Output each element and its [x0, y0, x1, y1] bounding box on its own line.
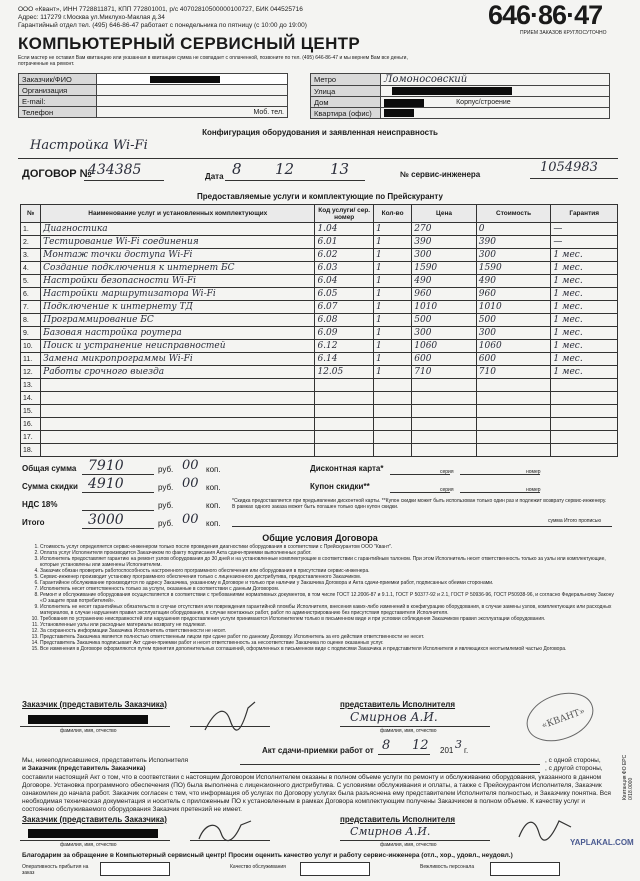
customer-fio-caption: фамилия, имя, отчество [60, 728, 117, 734]
cell-price [412, 379, 477, 392]
cell-code: 6.08 [315, 314, 373, 327]
cell-n: 2. [21, 236, 41, 249]
cell-code: 1.04 [315, 223, 373, 236]
col-code: Код услуги/ сер. номер [315, 205, 373, 223]
metro-field[interactable] [381, 74, 610, 86]
cell-name: Создание подключения к интернет БС [41, 262, 315, 275]
feedback-item-3: Вежливость персонала [420, 864, 475, 870]
col-name: Наименование услуг и установленных комплектующих [41, 205, 315, 223]
cell-warranty [551, 444, 618, 457]
cell-qty: 1 [373, 327, 411, 340]
cell-price: 390 [412, 236, 477, 249]
customer-name-field[interactable] [97, 74, 288, 85]
cell-n: 15. [21, 405, 41, 418]
cell-warranty: 1 мес. [551, 366, 618, 379]
cell-code [315, 392, 373, 405]
term-item: 14. Представитель Заказчика подписывает Акт сдачи-приемки работ и несет ответственность за несоответствие Заказчика по оценке оказанных услуг. [40, 640, 615, 646]
config-value: Настройка Wi-Fi [30, 138, 148, 153]
cell-cost [476, 379, 551, 392]
cell-name: Работы срочного выезда [41, 366, 315, 379]
cell-price: 1010 [412, 301, 477, 314]
cell-code [315, 418, 373, 431]
cell-qty [373, 392, 411, 405]
company-details [18, 6, 458, 30]
cell-cost [476, 431, 551, 444]
hotline-number: 646·86·47 [488, 0, 603, 30]
card-series-caption: серия [440, 469, 454, 475]
cell-cost: 300 [476, 249, 551, 262]
cell-warranty [551, 392, 618, 405]
act-body: составили настоящий Акт о том, что в соответствии с настоящим Договором Исполнителем оказаны в полном объеме услуги по ремонту и обслуживанию оборудования, указанного в данном Договоре. Установка программного обеспечения (ПО) была выполнена с лицензионного дистрибутива. С условиями обслуживания и оплаты, а также с Прейскурантом Исполнителя, Заказчик ознакомлен до начала работ. Заказчик согласен с тем, что информация об услугах по Договору услугах была разъяснена ему представителем Исполнителя полностью, и Заказчику понятна. Вся необходимая техническая документация и носитель с приложенным ПО к установленным в рамках Договора комплектующим получены Заказчиком в полном объеме. К качеству услуг и состоянию обслуживаемого оборудования Заказчик претензий не имеет. [22, 774, 611, 813]
house-label: Дом [311, 97, 381, 108]
cell-cost: 1010 [476, 301, 551, 314]
metro-label: Метро [311, 74, 381, 86]
col-number: № [21, 205, 41, 223]
discount-rub: руб. [158, 483, 174, 492]
page-title: КОМПЬЮТЕРНЫЙ СЕРВИСНЫЙ ЦЕНТР [18, 34, 360, 53]
final-rub: руб. [158, 519, 174, 528]
term-item: 3. Исполнитель предоставляет гарантию на ремонт узлов оборудования до 30 дней и на установленные комплектующие в соответствии с гарантийным талоном. При этом Исполнитель несет ответственность только за узлы или комплектующие, которые установлены или заменены Исполнителем. [40, 556, 615, 568]
house-field[interactable] [381, 97, 610, 108]
cell-warranty: 1 мес. [551, 249, 618, 262]
cell-price: 600 [412, 353, 477, 366]
table-row [21, 418, 618, 431]
executor-name-2: Смирнов А.И. [350, 825, 431, 838]
signature-block-2 [20, 815, 620, 851]
cell-name: Поиск и устранение неисправностей [41, 340, 315, 353]
cell-n: 7. [21, 301, 41, 314]
cell-price: 300 [412, 327, 477, 340]
organization-label: Организация [19, 85, 97, 96]
coupon-label: Купон скидки** [310, 482, 370, 491]
cell-code: 6.01 [315, 236, 373, 249]
cell-price: 300 [412, 249, 477, 262]
discount-value: 4910 [88, 476, 124, 492]
vat-kop-label: коп. [206, 501, 221, 510]
company-line-1: ООО «Квант», ИНН 7728811871, КПП 772801001, р/с 40702810500000100727, БИК 044525716 [18, 6, 303, 13]
cell-price [412, 431, 477, 444]
cell-price: 710 [412, 366, 477, 379]
cell-name: Настройки маршрутизатора Wi-Fi [41, 288, 315, 301]
street-label: Улица [311, 86, 381, 97]
executor-sign-label-2: представитель Исполнителя [340, 815, 456, 824]
cell-n: 8. [21, 314, 41, 327]
table-row [21, 340, 618, 353]
term-item: 8. Ремонт и обслуживание оборудования осуществляется в соответствии с требованиями нормативных документов, в том числе ГОСТ 12.2006-87 и 9.1.1, ГОСТ Р 50377-92 и 2.1, ГОСТ Р 50936-96, ГОСТ Р50938-96, и согласно Федеральному Закону «О защите прав потребителей». [40, 592, 615, 604]
cell-qty: 1 [373, 262, 411, 275]
table-row [21, 223, 618, 236]
stamp-text: «КВАНТ» [540, 706, 587, 732]
cell-code: 12.05 [315, 366, 373, 379]
email-label: E-mail: [19, 96, 97, 107]
act-day: 8 [382, 738, 391, 753]
term-item: 5. Сервис-инженер производит установку программного обеспечения только с лицензионного дистрибутива, предоставленного Заказчиком. [40, 574, 615, 580]
engineer-label: № сервис-инженера [400, 170, 481, 179]
cell-name: Диагностика [41, 223, 315, 236]
cell-code: 6.05 [315, 288, 373, 301]
cell-price [412, 418, 477, 431]
cell-n: 16. [21, 418, 41, 431]
final-value: 3000 [88, 512, 124, 528]
cell-price [412, 405, 477, 418]
feedback-text: Благодарим за обращение в Компьютерный сервисный центр! Просим оценить качество услуг и работу сервис-инженера (отл., хор., удовл., неудовл.) [22, 852, 513, 859]
card-number-caption: номер [526, 469, 541, 475]
act-side-two: , с другой стороны, [545, 765, 603, 772]
act-year-suffix: 3 [455, 738, 462, 751]
cell-qty [373, 444, 411, 457]
cell-name [41, 392, 315, 405]
table-row [21, 301, 618, 314]
cell-price: 1590 [412, 262, 477, 275]
cell-qty [373, 405, 411, 418]
config-header: Конфигурация оборудования и заявленная неисправность [202, 128, 438, 137]
cell-price: 500 [412, 314, 477, 327]
discount-footnote: *Скидка предоставляется при предъявлении дисконтной карты. **Купон скидки может быть использован только один раз и подлежит возврату сервис-инженеру. В рамках одного заказа может быть погашен только один купон скидки. [232, 498, 607, 510]
cell-cost: 1060 [476, 340, 551, 353]
cell-price: 960 [412, 288, 477, 301]
cell-n: 12. [21, 366, 41, 379]
cell-qty: 1 [373, 353, 411, 366]
cell-qty [373, 379, 411, 392]
cell-code: 6.04 [315, 275, 373, 288]
cell-warranty: 1 мес. [551, 314, 618, 327]
cell-code [315, 431, 373, 444]
cell-price: 1060 [412, 340, 477, 353]
term-item: 13. Представитель Заказчика является полностью ответственным лицом при сдаче работ по данному Договору. Исполнитель за его действия ответственности не несет. [40, 634, 615, 640]
cell-n: 6. [21, 288, 41, 301]
cell-code: 6.02 [315, 249, 373, 262]
cell-warranty: 1 мес. [551, 262, 618, 275]
table-row [21, 379, 618, 392]
term-item: 12. За сохранность информации Заказчика Исполнитель ответственности не несет. [40, 628, 615, 634]
cell-cost: 500 [476, 314, 551, 327]
cell-qty [373, 431, 411, 444]
contract-label: ДОГОВОР № [22, 168, 92, 180]
cell-name [41, 418, 315, 431]
act-label: Акт сдачи-приемки работ от [262, 746, 374, 755]
date-year: 13 [330, 160, 350, 178]
executor-signature [515, 815, 575, 843]
cell-code [315, 444, 373, 457]
cell-cost [476, 444, 551, 457]
cell-cost: 710 [476, 366, 551, 379]
cell-code [315, 379, 373, 392]
cell-qty: 1 [373, 223, 411, 236]
final-kop: 00 [182, 512, 199, 527]
cell-warranty: 1 мес. [551, 340, 618, 353]
col-price: Цена [412, 205, 477, 223]
cell-name: Подключение к интернету ТД [41, 301, 315, 314]
email-field[interactable] [97, 96, 288, 107]
term-item: 9. Исполнитель не несет гарантийных обязательств в случае отсутствия или повреждения гарантийной пломбы Исполнителя, внесения каких-либо изменений в конфигурацию оборудования, в случае замены узлов, комплектующих или расходных материалов, в случае нарушения правил эксплуатации оборудования, в случае монтажных работ, работ по администрированию без присутствия представителя Исполнителя. [40, 604, 615, 616]
cell-warranty [551, 418, 618, 431]
act-month: 12 [412, 738, 429, 753]
date-day: 8 [232, 160, 242, 178]
feedback-box-3[interactable] [490, 862, 560, 876]
cell-name: Замена микропрограммы Wi-Fi [41, 353, 315, 366]
cell-warranty: 1 мес. [551, 288, 618, 301]
date-month: 12 [275, 160, 295, 178]
cell-code: 6.12 [315, 340, 373, 353]
term-item: 1. Стоимость услуг определяется сервис-инженером только после проведения диагностики оборудования в соответствии с Прейскурантом ООО "Квант". [40, 544, 615, 550]
cell-name: Монтаж точки доступа Wi-Fi [41, 249, 315, 262]
company-line-2: Адрес: 117279 г.Москва ул.Миклухо-Маклая д.34 [18, 14, 165, 21]
cell-n: 17. [21, 431, 41, 444]
cell-price [412, 444, 477, 457]
cell-name [41, 431, 315, 444]
table-row [21, 262, 618, 275]
cell-n: 1. [21, 223, 41, 236]
customer-sign-label-2: Заказчик (представитель Заказчика) [22, 815, 167, 824]
executor-fio-caption-2: фамилия, имя, отчество [380, 842, 437, 848]
term-item: 4. Заказчик обязан проверить работоспособность настроенного программного обеспечения или оборудования в присутствии сервис-инженера. [40, 568, 615, 574]
cell-qty: 1 [373, 340, 411, 353]
act-year-word: г. [464, 746, 469, 755]
table-row [21, 405, 618, 418]
cell-name [41, 444, 315, 457]
cell-qty: 1 [373, 288, 411, 301]
total-value: 7910 [88, 458, 124, 474]
cell-cost: 600 [476, 353, 551, 366]
cell-warranty [551, 379, 618, 392]
cell-qty: 1 [373, 275, 411, 288]
building-label: Корпус/строение [456, 99, 511, 107]
customer-table-left [18, 73, 288, 118]
feedback-item-1: Оперативность прибытия на заказ [22, 864, 89, 876]
total-kop: 00 [182, 458, 199, 473]
cell-cost: 0 [476, 223, 551, 236]
total-kop-label: коп. [206, 465, 221, 474]
final-label: Итого [22, 518, 45, 527]
total-rub: руб. [158, 465, 174, 474]
cell-warranty: 1 мес. [551, 327, 618, 340]
hotline-caption: ПРИЕМ ЗАКАЗОВ КРУГЛОСУТОЧНО [520, 30, 607, 36]
cell-cost: 490 [476, 275, 551, 288]
cell-code: 6.03 [315, 262, 373, 275]
cell-warranty [551, 431, 618, 444]
table-row [21, 327, 618, 340]
cell-qty: 1 [373, 366, 411, 379]
table-row [21, 353, 618, 366]
cell-cost [476, 392, 551, 405]
cell-n: 10. [21, 340, 41, 353]
table-row [21, 444, 618, 457]
col-warranty: Гарантия [551, 205, 618, 223]
cell-name [41, 405, 315, 418]
cell-warranty: 1 мес. [551, 353, 618, 366]
table-row [21, 275, 618, 288]
cell-code: 6.07 [315, 301, 373, 314]
cell-cost: 300 [476, 327, 551, 340]
cell-cost [476, 418, 551, 431]
cell-code: 6.14 [315, 353, 373, 366]
act-year-prefix: 201 [440, 746, 454, 755]
table-row [21, 249, 618, 262]
executor-sign-label: представитель Исполнителя [340, 700, 456, 709]
cell-qty [373, 418, 411, 431]
coupon-number-caption: номер [526, 487, 541, 493]
terms-title: Общие условия Договора [262, 533, 378, 543]
vat-rub: руб. [158, 501, 174, 510]
cell-qty: 1 [373, 314, 411, 327]
feedback-box-2[interactable] [300, 862, 370, 876]
services-table-header [21, 205, 618, 223]
metro-value: Ломоносовский [384, 74, 468, 85]
cell-n: 13. [21, 379, 41, 392]
company-line-3: Гарантийный отдел тел. (495) 646-86-47 работает с понедельника по пятницу (с 10:00 до 19:00) [18, 22, 307, 29]
refund-notice: Если мастер не оставил Вам квитанцию или указанная в квитанции сумма не совпадает с оплаченной, позвоните по тел. (495) 646-86-47 и мы вернем Вам все деньги, потраченные на ремонт. [18, 55, 408, 67]
col-qty: Кол-во [373, 205, 411, 223]
signature-block-1 [20, 700, 620, 742]
customer-table-right [310, 73, 610, 119]
organization-field[interactable] [97, 85, 288, 96]
contract-number: 434385 [88, 162, 142, 178]
vat-label: НДС 18% [22, 500, 58, 509]
side-print: Квитанция ФО ЕРС 0/18.0000 [622, 754, 634, 800]
cell-price: 270 [412, 223, 477, 236]
apartment-field[interactable] [381, 108, 610, 119]
cell-name: Базовая настройка роутера [41, 327, 315, 340]
act-customer: и Заказчик (представитель Заказчика) [22, 765, 146, 772]
cell-qty: 1 [373, 236, 411, 249]
col-cost: Стоимость [476, 205, 551, 223]
cell-n: 3. [21, 249, 41, 262]
cell-name: Тестирование Wi-Fi соединения [41, 236, 315, 249]
terms-list [30, 544, 615, 652]
company-stamp [520, 692, 600, 742]
cell-warranty: — [551, 236, 618, 249]
cell-n: 9. [21, 327, 41, 340]
cell-name: Программирование БС [41, 314, 315, 327]
cell-n: 18. [21, 444, 41, 457]
cell-price: 490 [412, 275, 477, 288]
cell-n: 5. [21, 275, 41, 288]
services-table [20, 204, 618, 457]
table-row [21, 431, 618, 444]
discount-card-label: Дисконтная карта* [310, 464, 384, 473]
table-row [21, 288, 618, 301]
term-item: 6. Гарантийное обслуживание производится по адресу Заказчика, указанному в Договоре и только при наличии у Заказчика Договора и Акта сдачи-приемки работ, подписанных обеими сторонами. [40, 580, 615, 586]
customer-sign-label: Заказчик (представитель Заказчика) [22, 700, 167, 709]
customer-signature [200, 700, 260, 736]
cell-n: 11. [21, 353, 41, 366]
discount-label: Сумма скидки [22, 482, 78, 491]
cell-name: Настройки безопасности Wi-Fi [41, 275, 315, 288]
term-item: 10. Требования по устранению неисправностей или нарушения предоставления услуги принимаются Исполнителем только в письменном виде и при условии соблюдения Заказчиком правил эксплуатации оборудования. [40, 616, 615, 622]
services-header: Предоставляемые услуги и комплектующие по Прейскуранту [197, 192, 443, 201]
customer-fio-caption-2: фамилия, имя, отчество [60, 842, 117, 848]
cell-warranty: 1 мес. [551, 275, 618, 288]
cell-qty: 1 [373, 301, 411, 314]
feedback-item-2: Качество обслуживания [230, 864, 286, 870]
watermark: YAPLAKAL.COM [570, 838, 634, 847]
customer-name-label: Заказчик/ФИО [19, 74, 97, 85]
cell-code: 6.09 [315, 327, 373, 340]
table-row [21, 366, 618, 379]
table-row [21, 314, 618, 327]
cell-cost: 390 [476, 236, 551, 249]
cell-cost: 960 [476, 288, 551, 301]
mobile-label: Моб. тел. [253, 108, 284, 116]
act-intro: Мы, нижеподписавшиеся, представитель Исполнителя [22, 757, 189, 764]
cell-cost: 1590 [476, 262, 551, 275]
feedback-box-1[interactable] [100, 862, 170, 876]
totals-block [20, 458, 620, 532]
total-label: Общая сумма [22, 464, 77, 473]
cell-code [315, 405, 373, 418]
cell-n: 4. [21, 262, 41, 275]
table-row [21, 236, 618, 249]
phone-label: Телефон [19, 107, 97, 118]
sum-in-words-caption: сумма Итого прописью [548, 518, 602, 524]
term-item: 2. Оплата услуг Исполнителя производится Заказчиком по факту подписания Акта сдачи-приемки выполненных работ. [40, 550, 615, 556]
discount-kop-label: коп. [206, 483, 221, 492]
cell-name [41, 379, 315, 392]
street-field[interactable] [381, 86, 610, 97]
cell-warranty: 1 мес. [551, 301, 618, 314]
executor-name: Смирнов А.И. [350, 710, 438, 724]
act-side-one: , с одной стороны, [545, 757, 601, 764]
phone-field[interactable] [97, 107, 288, 118]
coupon-series-caption: серия [440, 487, 454, 493]
discount-kop: 00 [182, 476, 199, 491]
apartment-label: Квартира (офис) [311, 108, 381, 119]
term-item: 11. Установленные узлы или расходные материалы возврату не подлежат. [40, 622, 615, 628]
cell-warranty [551, 405, 618, 418]
date-label: Дата [205, 172, 224, 181]
cell-qty: 1 [373, 249, 411, 262]
engineer-number: 1054983 [540, 160, 598, 175]
cell-price [412, 392, 477, 405]
cell-n: 14. [21, 392, 41, 405]
term-item: 15. Все изменения в Договоре оформляются путем принятия дополнительных соглашений, оформленных в письменном виде с подписями Заказчика и представителя Исполнителя и являющихся неотъемлемой частью Договора. [40, 646, 615, 652]
executor-fio-caption: фамилия, имя, отчество [380, 728, 437, 734]
table-row [21, 392, 618, 405]
term-item: 7. Исполнитель несет ответственность только за услуги, оказанные в соответствии с данным Договором. [40, 586, 615, 592]
cell-warranty: — [551, 223, 618, 236]
final-kop-label: коп. [206, 519, 221, 528]
cell-cost [476, 405, 551, 418]
